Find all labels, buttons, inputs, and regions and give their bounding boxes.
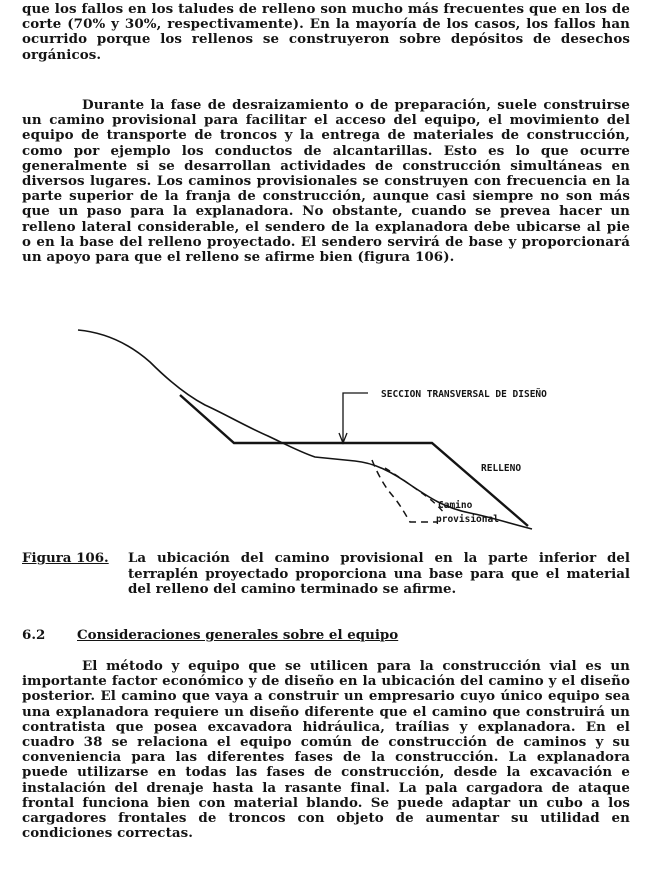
label-road-line1: Camino bbox=[438, 500, 473, 511]
section-pointer bbox=[343, 393, 368, 443]
label-road-line2: provisional bbox=[436, 514, 499, 525]
paragraph-equipment: El método y equipo que se utilicen para la construcción vial es un importante factor económico y de diseño en la ubicación del camino y el diseño posterior. El camino que vaya a construir un empresario cuyo único equipo sea una explanadora requiere un diseño diferente que el camino que construirá un contratista que posea excavadora hidráulica, traílias y explanadora. En el cuadro 38 se relaciona el equipo común de construcción de caminos y su conveniencia para las diferentes fases de la construcción. La explanadora puede utilizarse en todas las fases de construcción, desde la excavación e instalación del drenaje hasta la rasante final. La pala cargadora de ataque frontal funciona bien con material blando. Se puede adaptar un cubo a los cargadores frontales de troncos con objeto de aumentar su utilidad en condiciones correctas. bbox=[22, 658, 630, 842]
figure-106 bbox=[0, 300, 650, 550]
caption-label: Figura 106. bbox=[22, 550, 109, 566]
label-design-section: SECCION TRANSVERSAL DE DISEÑO bbox=[381, 389, 547, 400]
paragraph-temporary-road: Durante la fase de desraizamiento o de preparación, suele construirse un camino provisional para facilitar el acceso del equipo, el movimiento del equipo de transporte de troncos y la entrega de materiales de construcción, como por ejemplo los conductos de alcantarillas. Esto es lo que ocurre generalmente si se desarrollan actividades de construcción simultáneas en diversos lugares. Los caminos provisionales se construyen con frecuencia en la parte superior de la franja de construcción, aunque casi siempre no son más que un paso para la explanadora. No obstante, cuando se prevea hacer un relleno lateral considerable, el sendero de la explanadora debe ubicarse al pie o en la base del relleno proyectado. El sendero servirá de base y proporcionará un apoyo para que el relleno se afirme bien (figura 106). bbox=[22, 97, 630, 266]
temporary-road-dashed bbox=[372, 460, 438, 522]
caption-text: La ubicación del camino provisional en la parte inferior del terraplén proyectado proporciona una base para que el material del relleno del camino terminado se afirme. bbox=[128, 550, 630, 598]
cross-section-diagram bbox=[0, 300, 650, 550]
section-title: Consideraciones generales sobre el equipo bbox=[77, 627, 399, 643]
section-number: 6.2 bbox=[22, 627, 46, 643]
label-fill: RELLENO bbox=[481, 463, 522, 474]
paragraph-fill-failures: que los fallos en los taludes de relleno son mucho más frecuentes que en los de corte (70% y 30%, respectivamente). En la mayoría de los casos, los fallos han ocurrido porque los rellenos se construyeron sobre depósitos de desechos orgánicos. bbox=[22, 1, 630, 63]
